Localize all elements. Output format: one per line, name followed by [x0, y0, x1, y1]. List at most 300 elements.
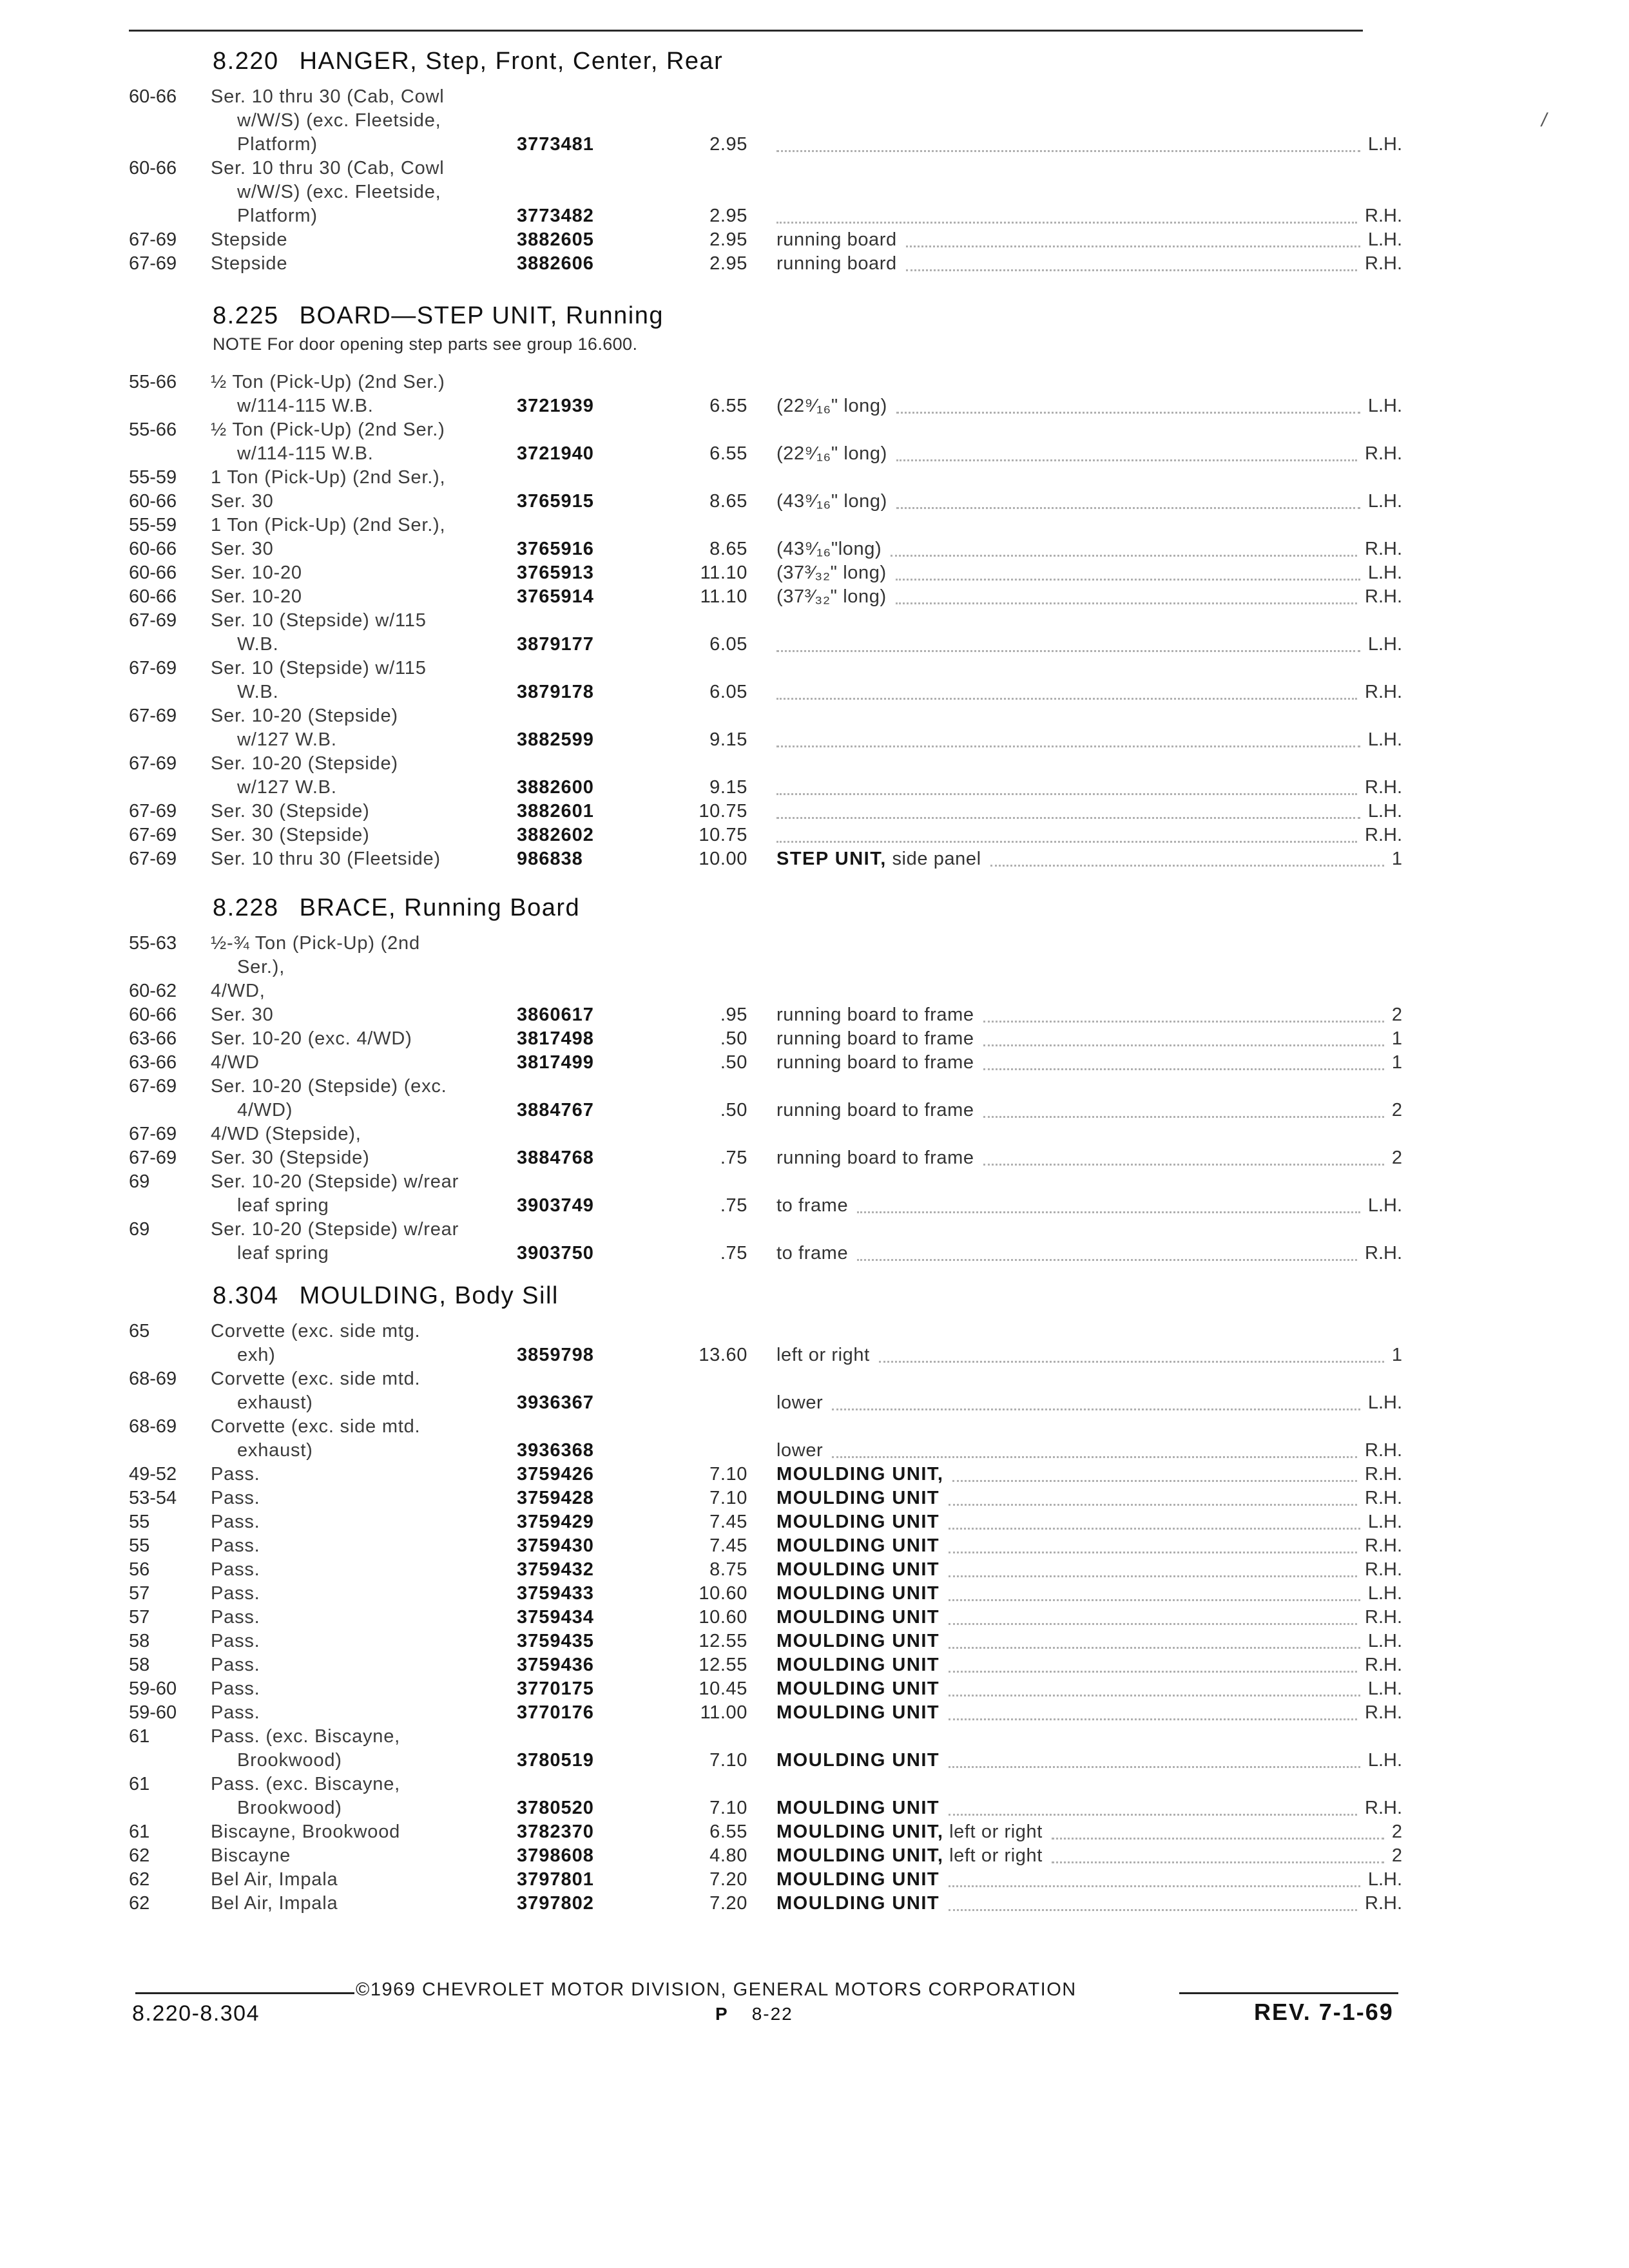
list-price: 7.10 — [709, 1464, 747, 1485]
part-name: MOULDING UNIT — [776, 1512, 940, 1532]
dot-leader — [776, 698, 1357, 700]
part-number: 3765915 — [517, 491, 594, 512]
top-rule — [129, 30, 1363, 32]
quantity-or-side: R.H. — [1365, 1655, 1402, 1675]
dot-leader — [949, 1552, 1357, 1553]
part-description — [776, 1868, 940, 1892]
footer-revision: REV. 7-1-69 — [1254, 1999, 1394, 2025]
part-number: 3759433 — [517, 1583, 594, 1604]
model-description: exhaust) — [237, 1440, 313, 1461]
part-detail: running board — [776, 229, 897, 250]
model-years: 55-66 — [129, 372, 177, 392]
model-years: 67-69 — [129, 825, 177, 845]
part-name: MOULDING UNIT — [776, 1559, 940, 1580]
part-description — [776, 442, 887, 466]
section-heading — [213, 894, 580, 922]
parts-row — [0, 180, 1629, 204]
quantity-or-side: R.H. — [1365, 443, 1402, 464]
quantity-or-side: R.H. — [1365, 1464, 1402, 1485]
parts-row — [0, 1677, 1629, 1701]
model-description: Biscayne — [211, 1845, 291, 1866]
model-description: Ser. 10-20 (Stepside) (exc. — [211, 1076, 447, 1097]
parts-row — [0, 1844, 1629, 1868]
model-years: 67-69 — [129, 253, 177, 274]
list-price: 10.75 — [699, 825, 747, 845]
list-price: .75 — [720, 1243, 747, 1264]
part-detail: to frame — [776, 1195, 849, 1216]
list-price: 6.55 — [709, 396, 747, 416]
list-price: 10.60 — [699, 1583, 747, 1604]
footer-copyright: ©1969 CHEVROLET MOTOR DIVISION, GENERAL MOTORS CORPORATION — [356, 1979, 1077, 2000]
part-number: 3798608 — [517, 1845, 594, 1866]
list-price: 7.20 — [709, 1869, 747, 1890]
model-description: 4/WD — [211, 1052, 260, 1073]
model-years: 65 — [129, 1321, 150, 1341]
model-description: w/W/S) (exc. Fleetside, — [237, 110, 441, 131]
part-description — [776, 1003, 974, 1027]
section-title: BRACE, Running Board — [299, 894, 581, 921]
parts-row — [0, 1463, 1629, 1486]
quantity-or-side: L.H. — [1367, 634, 1402, 655]
model-years: 67-69 — [129, 658, 177, 678]
model-years: 55-63 — [129, 933, 177, 954]
parts-row — [0, 252, 1629, 276]
parts-row — [0, 1653, 1629, 1677]
dot-leader — [776, 841, 1357, 843]
part-detail: left or right — [949, 1821, 1043, 1842]
model-description: Pass. — [211, 1678, 260, 1699]
part-detail: (37³⁄₃₂" long) — [776, 586, 887, 607]
quantity-or-side: L.H. — [1367, 491, 1402, 512]
part-detail: running board to frame — [776, 1148, 974, 1168]
quantity-or-side: R.H. — [1365, 1702, 1402, 1723]
model-description: w/127 W.B. — [237, 777, 337, 798]
dot-leader — [949, 1766, 1360, 1768]
parts-row — [0, 442, 1629, 466]
parts-row — [0, 1218, 1629, 1242]
part-description — [776, 1606, 940, 1629]
quantity-or-side: R.H. — [1365, 586, 1402, 607]
model-description: Pass. — [211, 1535, 260, 1556]
quantity-or-side: L.H. — [1367, 1750, 1402, 1771]
model-years: 57 — [129, 1583, 150, 1604]
parts-row — [0, 157, 1629, 180]
quantity-or-side: 1 — [1391, 1345, 1402, 1365]
parts-row — [0, 1773, 1629, 1796]
dot-leader — [857, 1259, 1357, 1261]
model-years: 58 — [129, 1631, 150, 1651]
parts-list — [0, 370, 1629, 871]
model-years: 67-69 — [129, 801, 177, 822]
model-years: 61 — [129, 1726, 150, 1747]
list-price: 9.15 — [709, 777, 747, 798]
model-description: Platform) — [237, 206, 318, 226]
footer-section-range: 8.220-8.304 — [132, 2001, 260, 2026]
model-years: 67-69 — [129, 1148, 177, 1168]
part-number: 3780519 — [517, 1750, 594, 1771]
model-years: 60-66 — [129, 586, 177, 607]
model-years: 67-69 — [129, 1124, 177, 1144]
dot-leader — [949, 1814, 1357, 1816]
part-description — [776, 1027, 974, 1051]
parts-row — [0, 680, 1629, 704]
model-description: 4/WD, — [211, 981, 265, 1001]
parts-row — [0, 932, 1629, 956]
parts-row — [0, 585, 1629, 609]
part-number: 3782370 — [517, 1821, 594, 1842]
part-detail: (37³⁄₃₂" long) — [776, 562, 887, 583]
parts-row — [0, 1796, 1629, 1820]
section-title: BOARD—STEP UNIT, Running — [299, 302, 664, 329]
list-price: 8.65 — [709, 539, 747, 559]
part-description — [776, 1892, 940, 1916]
part-description — [776, 537, 882, 561]
part-name: MOULDING UNIT, — [776, 1464, 944, 1485]
model-years: 67-69 — [129, 753, 177, 774]
part-description — [776, 1051, 974, 1075]
parts-row — [0, 537, 1629, 561]
model-description: Corvette (exc. side mtd. — [211, 1416, 421, 1437]
quantity-or-side: R.H. — [1365, 253, 1402, 274]
parts-row — [0, 776, 1629, 800]
part-name: MOULDING UNIT — [776, 1535, 940, 1556]
list-price: 13.60 — [699, 1345, 747, 1365]
parts-row — [0, 1051, 1629, 1075]
part-number: 3765916 — [517, 539, 594, 559]
part-description — [776, 1582, 940, 1606]
list-price: 6.05 — [709, 682, 747, 702]
quantity-or-side: R.H. — [1365, 1559, 1402, 1580]
model-description: Ser. 10-20 (Stepside) w/rear — [211, 1171, 459, 1192]
model-years: 68-69 — [129, 1416, 177, 1437]
parts-row — [0, 800, 1629, 823]
part-name: MOULDING UNIT — [776, 1607, 940, 1628]
part-description — [776, 561, 887, 585]
model-years: 67-69 — [129, 229, 177, 250]
part-detail: (43⁹⁄₁₆"long) — [776, 539, 882, 559]
dot-leader — [857, 1211, 1360, 1213]
model-years: 55 — [129, 1535, 150, 1556]
part-number: 3759429 — [517, 1512, 594, 1532]
parts-row — [0, 394, 1629, 418]
list-price: 7.10 — [709, 1798, 747, 1818]
model-years: 61 — [129, 1821, 150, 1842]
part-description — [776, 1099, 974, 1122]
parts-row — [0, 514, 1629, 537]
quantity-or-side: R.H. — [1365, 1798, 1402, 1818]
part-number: 3882601 — [517, 801, 594, 822]
model-description: Stepside — [211, 229, 288, 250]
model-description: Corvette (exc. side mtg. — [211, 1321, 421, 1341]
dot-leader — [832, 1408, 1360, 1410]
model-description: Ser. 30 (Stepside) — [211, 801, 370, 822]
parts-row — [0, 956, 1629, 979]
part-name: MOULDING UNIT — [776, 1750, 940, 1771]
dot-leader — [949, 1909, 1357, 1911]
part-description — [776, 1439, 823, 1463]
model-years: 60-66 — [129, 539, 177, 559]
list-price: 6.55 — [709, 443, 747, 464]
list-price: 11.10 — [700, 562, 747, 583]
page-number: 8-22 — [751, 2004, 793, 2024]
quantity-or-side: L.H. — [1367, 396, 1402, 416]
model-description: Pass. — [211, 1464, 260, 1485]
model-description: Ser. 30 — [211, 1004, 274, 1025]
list-price: 11.00 — [700, 1702, 747, 1723]
part-number: 3882605 — [517, 229, 594, 250]
part-description — [776, 228, 897, 252]
model-years: 60-66 — [129, 1004, 177, 1025]
parts-row — [0, 1320, 1629, 1343]
parts-row — [0, 1027, 1629, 1051]
model-years: 59-60 — [129, 1678, 177, 1699]
list-price: 12.55 — [699, 1655, 747, 1675]
model-description: W.B. — [237, 634, 279, 655]
section-number: 8.228 — [213, 894, 279, 921]
part-number: 3773481 — [517, 134, 594, 155]
list-price: 7.10 — [709, 1488, 747, 1508]
part-number: 3817499 — [517, 1052, 594, 1073]
section-note: NOTE For door opening step parts see group 16.600. — [213, 334, 638, 354]
quantity-or-side: R.H. — [1365, 1607, 1402, 1628]
dot-leader — [949, 1671, 1357, 1673]
model-years: 55-59 — [129, 467, 177, 488]
part-number: 986838 — [517, 849, 583, 869]
quantity-or-side: L.H. — [1367, 1678, 1402, 1699]
parts-row — [0, 204, 1629, 228]
parts-row — [0, 1003, 1629, 1027]
parts-row — [0, 1486, 1629, 1510]
list-price: 12.55 — [699, 1631, 747, 1651]
part-number: 3759432 — [517, 1559, 594, 1580]
dot-leader — [906, 245, 1360, 247]
part-number: 3780520 — [517, 1798, 594, 1818]
part-number: 3882602 — [517, 825, 594, 845]
part-name: MOULDING UNIT — [776, 1869, 940, 1890]
part-description — [776, 1510, 940, 1534]
model-description: Platform) — [237, 134, 318, 155]
part-description — [776, 1558, 940, 1582]
list-price: 8.75 — [709, 1559, 747, 1580]
dot-leader — [776, 817, 1360, 819]
part-description — [776, 847, 981, 871]
quantity-or-side: 2 — [1391, 1100, 1402, 1120]
part-detail: running board to frame — [776, 1100, 974, 1120]
part-name: MOULDING UNIT — [776, 1583, 940, 1604]
parts-row — [0, 1075, 1629, 1099]
parts-row — [0, 1194, 1629, 1218]
model-years: 55-59 — [129, 515, 177, 535]
model-description: Ser. 10-20 (Stepside) — [211, 753, 398, 774]
quantity-or-side: R.H. — [1365, 1893, 1402, 1914]
part-number: 3759430 — [517, 1535, 594, 1556]
model-description: Ser. 10-20 (Stepside) — [211, 706, 398, 726]
list-price: 11.10 — [700, 586, 747, 607]
parts-row — [0, 657, 1629, 680]
model-years: 67-69 — [129, 610, 177, 631]
parts-row — [0, 752, 1629, 776]
part-name: MOULDING UNIT — [776, 1893, 940, 1914]
dot-leader — [949, 1575, 1357, 1577]
quantity-or-side: L.H. — [1367, 562, 1402, 583]
list-price: 6.05 — [709, 634, 747, 655]
list-price: 7.45 — [709, 1535, 747, 1556]
parts-list — [0, 932, 1629, 1265]
parts-row — [0, 979, 1629, 1003]
part-number: 3765914 — [517, 586, 594, 607]
dot-leader — [949, 1718, 1357, 1720]
parts-row — [0, 1582, 1629, 1606]
part-number: 3817498 — [517, 1028, 594, 1049]
quantity-or-side: 1 — [1391, 849, 1402, 869]
part-description — [776, 1653, 940, 1677]
quantity-or-side: R.H. — [1365, 682, 1402, 702]
dot-leader — [990, 865, 1384, 867]
model-years: 63-66 — [129, 1052, 177, 1073]
part-detail: side panel — [892, 849, 981, 869]
model-description: Brookwood) — [237, 1798, 342, 1818]
model-description: Biscayne, Brookwood — [211, 1821, 401, 1842]
parts-row — [0, 633, 1629, 657]
dot-leader — [896, 579, 1360, 581]
parts-row — [0, 1391, 1629, 1415]
model-years: 55-66 — [129, 419, 177, 440]
model-years: 49-52 — [129, 1464, 177, 1485]
dot-leader — [776, 745, 1360, 747]
list-price: 6.55 — [709, 1821, 747, 1842]
part-name: MOULDING UNIT — [776, 1631, 940, 1651]
model-description: w/114-115 W.B. — [237, 443, 374, 464]
model-description: Ser. 10 thru 30 (Fleetside) — [211, 849, 441, 869]
part-number: 3882606 — [517, 253, 594, 274]
part-detail: lower — [776, 1392, 824, 1413]
parts-row — [0, 490, 1629, 514]
part-description — [776, 252, 897, 276]
list-price: .75 — [720, 1148, 747, 1168]
parts-row — [0, 418, 1629, 442]
part-number: 3879178 — [517, 682, 594, 702]
part-number: 3721940 — [517, 443, 594, 464]
model-years: 60-62 — [129, 981, 177, 1001]
model-description: exhaust) — [237, 1392, 313, 1413]
part-description — [776, 1343, 870, 1367]
part-description — [776, 585, 887, 609]
part-number: 3884768 — [517, 1148, 594, 1168]
dot-leader — [896, 459, 1357, 461]
quantity-or-side: R.H. — [1365, 777, 1402, 798]
model-description: ½ Ton (Pick-Up) (2nd Ser.) — [211, 419, 445, 440]
part-name: MOULDING UNIT — [776, 1702, 940, 1723]
parts-row — [0, 1242, 1629, 1265]
part-number: 3759434 — [517, 1607, 594, 1628]
list-price: 10.75 — [699, 801, 747, 822]
list-price: 7.10 — [709, 1750, 747, 1771]
quantity-or-side: L.H. — [1367, 1392, 1402, 1413]
model-description: Ser. 10 thru 30 (Cab, Cowl — [211, 158, 445, 178]
part-number: 3903750 — [517, 1243, 594, 1264]
part-description — [776, 1844, 1043, 1868]
list-price: 2.95 — [709, 206, 747, 226]
list-price: 7.20 — [709, 1893, 747, 1914]
dot-leader — [983, 1021, 1384, 1023]
part-number: 3759426 — [517, 1464, 594, 1485]
part-description — [776, 1701, 940, 1725]
quantity-or-side: R.H. — [1365, 1488, 1402, 1508]
parts-list — [0, 1320, 1629, 1916]
model-description: Pass. — [211, 1607, 260, 1628]
section-title: MOULDING, Body Sill — [299, 1282, 559, 1309]
part-description — [776, 490, 887, 514]
parts-row — [0, 109, 1629, 133]
part-number: 3759428 — [517, 1488, 594, 1508]
parts-row — [0, 370, 1629, 394]
part-detail: left or right — [776, 1345, 870, 1365]
part-detail: (43⁹⁄₁₆" long) — [776, 491, 887, 512]
list-price: 2.95 — [709, 134, 747, 155]
model-years: 67-69 — [129, 1076, 177, 1097]
list-price: 8.65 — [709, 491, 747, 512]
model-years: 60-66 — [129, 491, 177, 512]
part-number: 3860617 — [517, 1004, 594, 1025]
model-years: 56 — [129, 1559, 150, 1580]
part-number: 3936368 — [517, 1440, 594, 1461]
list-price: .50 — [720, 1100, 747, 1120]
list-price: .75 — [720, 1195, 747, 1216]
quantity-or-side: L.H. — [1367, 1195, 1402, 1216]
part-description — [776, 1486, 940, 1510]
quantity-or-side: L.H. — [1367, 801, 1402, 822]
quantity-or-side: R.H. — [1365, 825, 1402, 845]
part-description — [776, 1242, 848, 1265]
part-number: 3882600 — [517, 777, 594, 798]
model-description: leaf spring — [237, 1243, 329, 1264]
quantity-or-side: 2 — [1391, 1845, 1402, 1866]
list-price: 9.15 — [709, 729, 747, 750]
model-description: 4/WD) — [237, 1100, 293, 1120]
model-description: Ser. 30 (Stepside) — [211, 1148, 370, 1168]
part-number: 3882599 — [517, 729, 594, 750]
model-years: 59-60 — [129, 1702, 177, 1723]
footer-page-number — [715, 2004, 793, 2024]
dot-leader — [776, 222, 1357, 224]
list-price: .50 — [720, 1052, 747, 1073]
part-detail: lower — [776, 1440, 824, 1461]
model-years: 62 — [129, 1893, 150, 1914]
part-description — [776, 1194, 848, 1218]
dot-leader — [1052, 1838, 1384, 1840]
part-detail: running board to frame — [776, 1028, 974, 1049]
part-description — [776, 1629, 940, 1653]
page-letter: P — [715, 2004, 729, 2024]
part-number: 3936367 — [517, 1392, 594, 1413]
part-name: STEP UNIT, — [776, 849, 887, 869]
section-heading — [213, 1282, 559, 1310]
model-description: w/114-115 W.B. — [237, 396, 374, 416]
model-description: Brookwood) — [237, 1750, 342, 1771]
parts-row — [0, 609, 1629, 633]
dot-leader — [949, 1504, 1357, 1506]
part-number: 3770175 — [517, 1678, 594, 1699]
parts-row — [0, 1558, 1629, 1582]
dot-leader — [776, 793, 1357, 795]
part-number: 3884767 — [517, 1100, 594, 1120]
part-name: MOULDING UNIT — [776, 1678, 940, 1699]
quantity-or-side: 1 — [1391, 1052, 1402, 1073]
model-years: 60-66 — [129, 86, 177, 107]
parts-row — [0, 561, 1629, 585]
footer-rule-right — [1179, 1992, 1398, 1994]
parts-row — [0, 466, 1629, 490]
